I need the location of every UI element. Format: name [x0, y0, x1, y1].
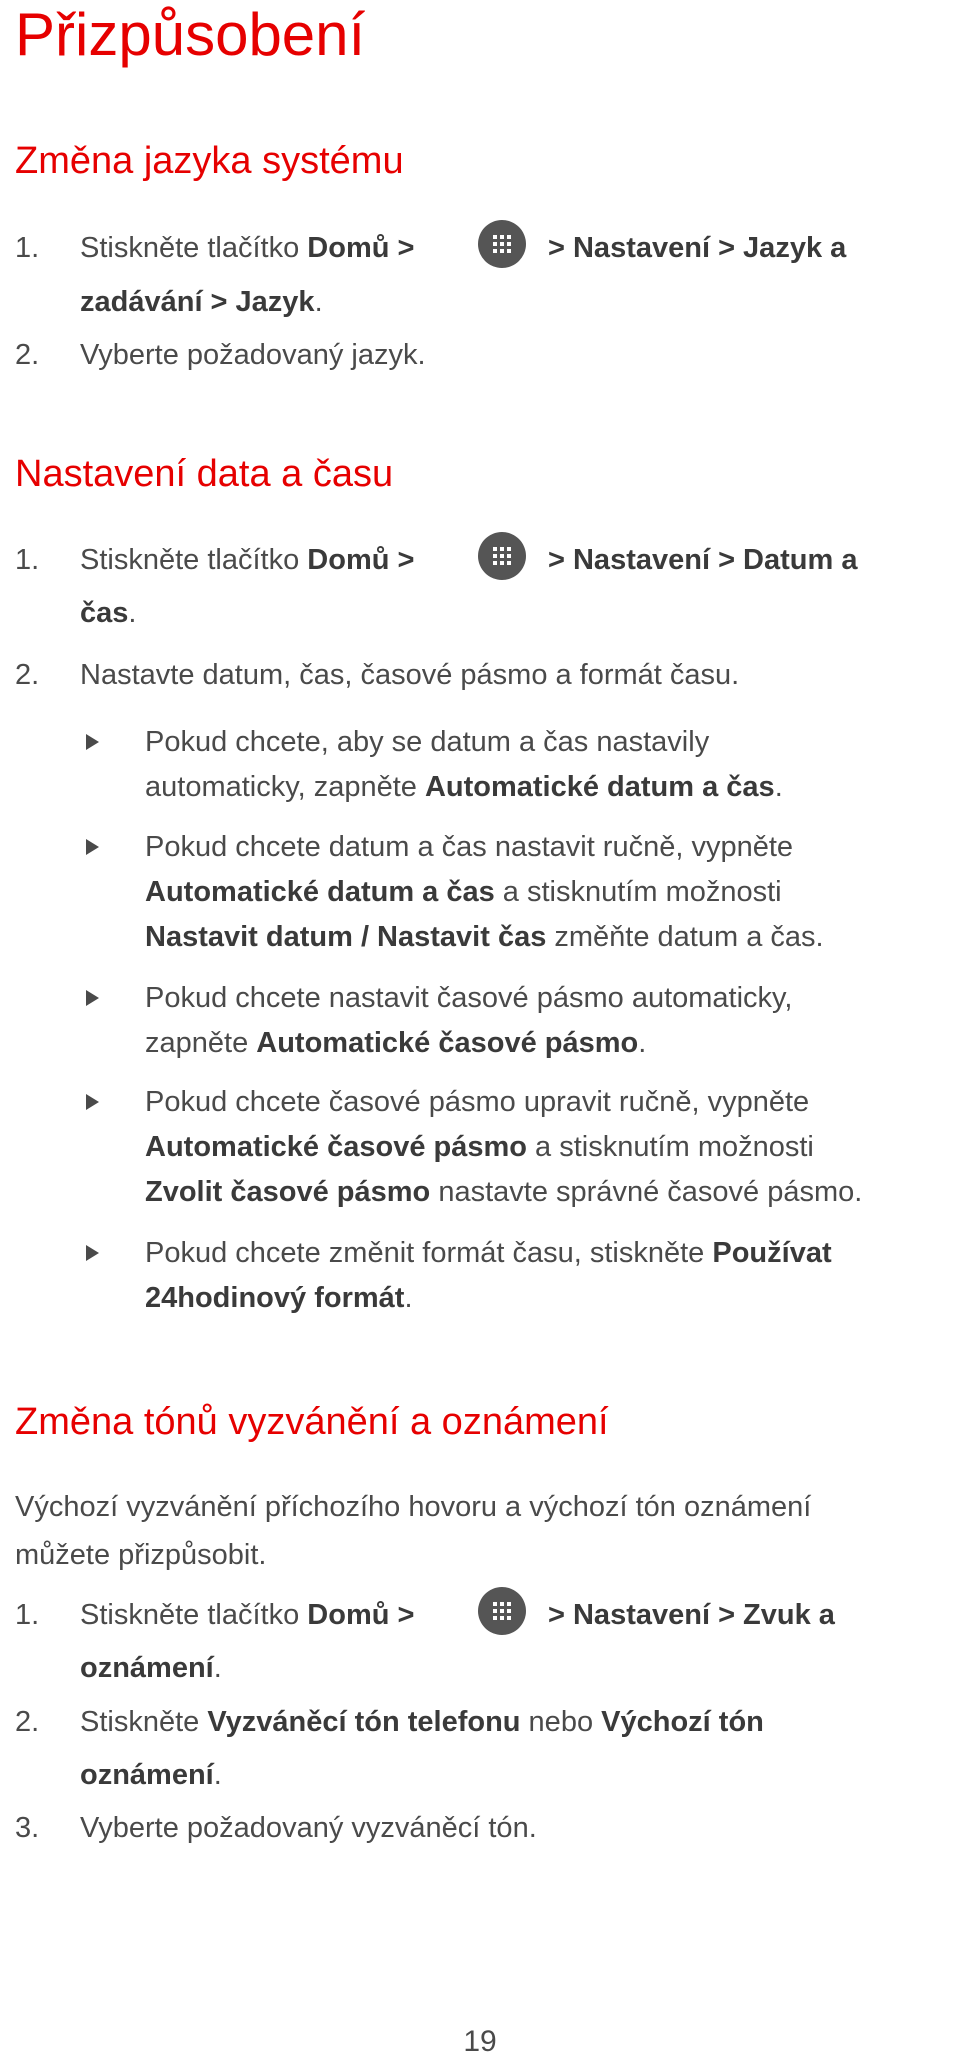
step-text: Stiskněte tlačítko Domů >	[80, 232, 415, 264]
step-text: Vyberte požadovaný jazyk.	[80, 339, 426, 371]
bullet-text: automaticky, zapněte Automatické datum a čas.	[145, 771, 783, 803]
bullet-text: Nastavit datum / Nastavit čas změňte datum a čas.	[145, 921, 824, 953]
settings-path: > Nastavení > Zvuk a	[548, 1599, 835, 1631]
step-number: 3.	[15, 1812, 40, 1844]
step-text: Stiskněte tlačítko Domů >	[80, 1599, 415, 1631]
bullet-text: zapněte Automatické časové pásmo.	[145, 1027, 647, 1059]
page-title: Přizpůsobení	[15, 1, 366, 68]
step-number: 1.	[15, 232, 40, 264]
settings-path-continued: oznámení.	[80, 1652, 222, 1684]
intro-text: Výchozí vyzvánění příchozího hovoru a výchozí tón oznámení	[15, 1491, 812, 1523]
apps-grid-icon	[478, 532, 526, 580]
intro-text: můžete přizpůsobit.	[15, 1539, 267, 1571]
step-number: 2.	[15, 339, 40, 371]
bullet-text: Automatické datum a čas a stisknutím možnosti	[145, 876, 782, 908]
bullet-text: Pokud chcete, aby se datum a čas nastavily	[145, 726, 710, 758]
step-text: oznámení.	[80, 1759, 222, 1791]
step-text: Nastavte datum, čas, časové pásmo a formát času.	[80, 659, 740, 691]
apps-grid-icon	[478, 220, 526, 268]
datetime-heading: Nastavení data a času	[15, 453, 394, 495]
bullet-text: Pokud chcete změnit formát času, stiskněte Používat	[145, 1237, 832, 1269]
settings-path: > Nastavení > Jazyk a	[548, 232, 847, 264]
bullet-arrow-icon	[86, 990, 99, 1006]
step-text: Stiskněte Vyzváněcí tón telefonu nebo Výchozí tón	[80, 1706, 764, 1738]
step-number: 2.	[15, 659, 40, 691]
settings-path-continued: čas.	[80, 597, 137, 629]
language-heading: Změna jazyka systému	[15, 140, 404, 182]
apps-grid-icon	[478, 1587, 526, 1635]
bullet-arrow-icon	[86, 734, 99, 750]
bullet-text: Pokud chcete nastavit časové pásmo automaticky,	[145, 982, 793, 1014]
settings-path-continued: zadávání > Jazyk.	[80, 286, 323, 318]
bullet-text: Pokud chcete datum a čas nastavit ručně, vypněte	[145, 831, 794, 863]
bullet-text: Zvolit časové pásmo nastavte správné časové pásmo.	[145, 1176, 863, 1208]
settings-path: > Nastavení > Datum a	[548, 544, 858, 576]
bullet-arrow-icon	[86, 1094, 99, 1110]
step-text: Vyberte požadovaný vyzváněcí tón.	[80, 1812, 537, 1844]
ringtone-heading: Změna tónů vyzvánění a oznámení	[15, 1401, 609, 1443]
bullet-arrow-icon	[86, 1245, 99, 1261]
page-number: 19	[463, 2025, 497, 2058]
bullet-arrow-icon	[86, 839, 99, 855]
step-number: 2.	[15, 1706, 40, 1738]
bullet-text: Pokud chcete časové pásmo upravit ručně, vypněte	[145, 1086, 810, 1118]
bullet-text: Automatické časové pásmo a stisknutím možnosti	[145, 1131, 814, 1163]
bullet-text: 24hodinový formát.	[145, 1282, 413, 1314]
step-number: 1.	[15, 544, 40, 576]
step-number: 1.	[15, 1599, 40, 1631]
step-text: Stiskněte tlačítko Domů >	[80, 544, 415, 576]
